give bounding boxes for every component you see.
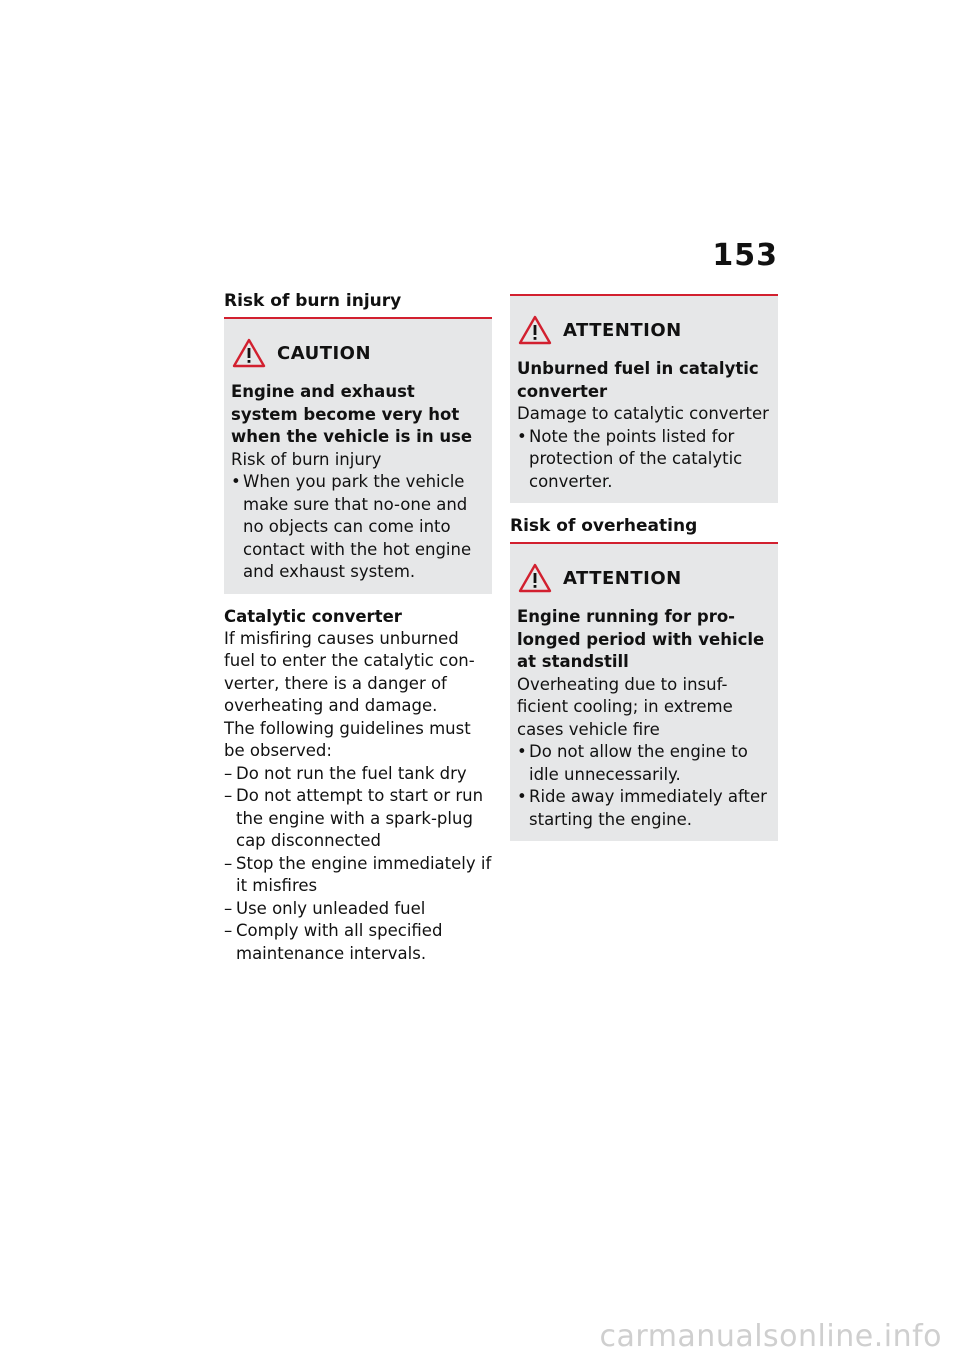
warning-triangle-icon	[231, 337, 267, 369]
list-item: – Do not run the fuel tank dry	[224, 763, 492, 786]
attention-header	[517, 558, 770, 598]
guidelines-list	[224, 763, 492, 966]
attention-consequence: Overheating due to insuf-ficient cooling; in extreme cases vehicle fire	[517, 674, 733, 739]
warning-triangle-icon	[517, 314, 553, 346]
attention-box-overheating	[510, 544, 778, 841]
page-number: 153	[712, 238, 778, 273]
attention-bullets	[517, 426, 770, 494]
attention-box-catalytic	[510, 294, 778, 503]
guidelines-intro: The following guidelines must be observed:	[224, 718, 471, 760]
list-item: • When you park the vehicle make sure that no-one and no objects can come into contact with the hot engine and exhaust system.	[231, 471, 484, 584]
right-column	[510, 294, 778, 841]
warning-triangle-icon	[517, 562, 553, 594]
list-item: – Do not attempt to start or run the engine with a spark-plug cap disconnected	[224, 785, 492, 853]
caution-consequence: Risk of burn injury	[231, 449, 382, 469]
list-item: • Do not allow the engine to idle unnecessarily.	[517, 741, 770, 786]
attention-title: Engine running for pro-longed period with vehicle at standstill	[517, 607, 765, 671]
section-heading-catalytic-converter: Catalytic converter	[224, 606, 402, 626]
attention-consequence: Damage to catalytic converter	[517, 404, 769, 423]
attention-label: ATTENTION	[563, 319, 682, 341]
list-item: – Comply with all specified maintenance intervals.	[224, 920, 492, 965]
caution-title: Engine and exhaust system become very hot when the vehicle is in use	[231, 382, 473, 446]
list-item: • Note the points listed for protection of the catalytic converter.	[517, 426, 770, 494]
list-item: – Stop the engine immediately if it misfires	[224, 853, 492, 898]
catalytic-paragraph: If misfiring causes unburned fuel to enter the catalytic con-verter, there is a danger of overheating and damage.	[224, 628, 475, 715]
attention-title: Unburned fuel in catalytic converter	[517, 359, 759, 401]
section-heading-overheating: Risk of overheating	[510, 515, 778, 544]
attention-label: ATTENTION	[563, 567, 682, 589]
list-item: – Use only unleaded fuel	[224, 898, 492, 921]
caution-header	[231, 333, 484, 373]
caution-bullets	[231, 471, 484, 584]
attention-header	[517, 310, 770, 350]
attention-bullets	[517, 741, 770, 831]
list-item: • Ride away immediately after starting the engine.	[517, 786, 770, 831]
section-heading-burn-injury: Risk of burn injury	[224, 290, 492, 319]
watermark: carmanualsonline.info	[599, 1319, 942, 1354]
caution-box	[224, 319, 492, 594]
left-column	[224, 290, 492, 965]
caution-label: CAUTION	[277, 342, 372, 364]
